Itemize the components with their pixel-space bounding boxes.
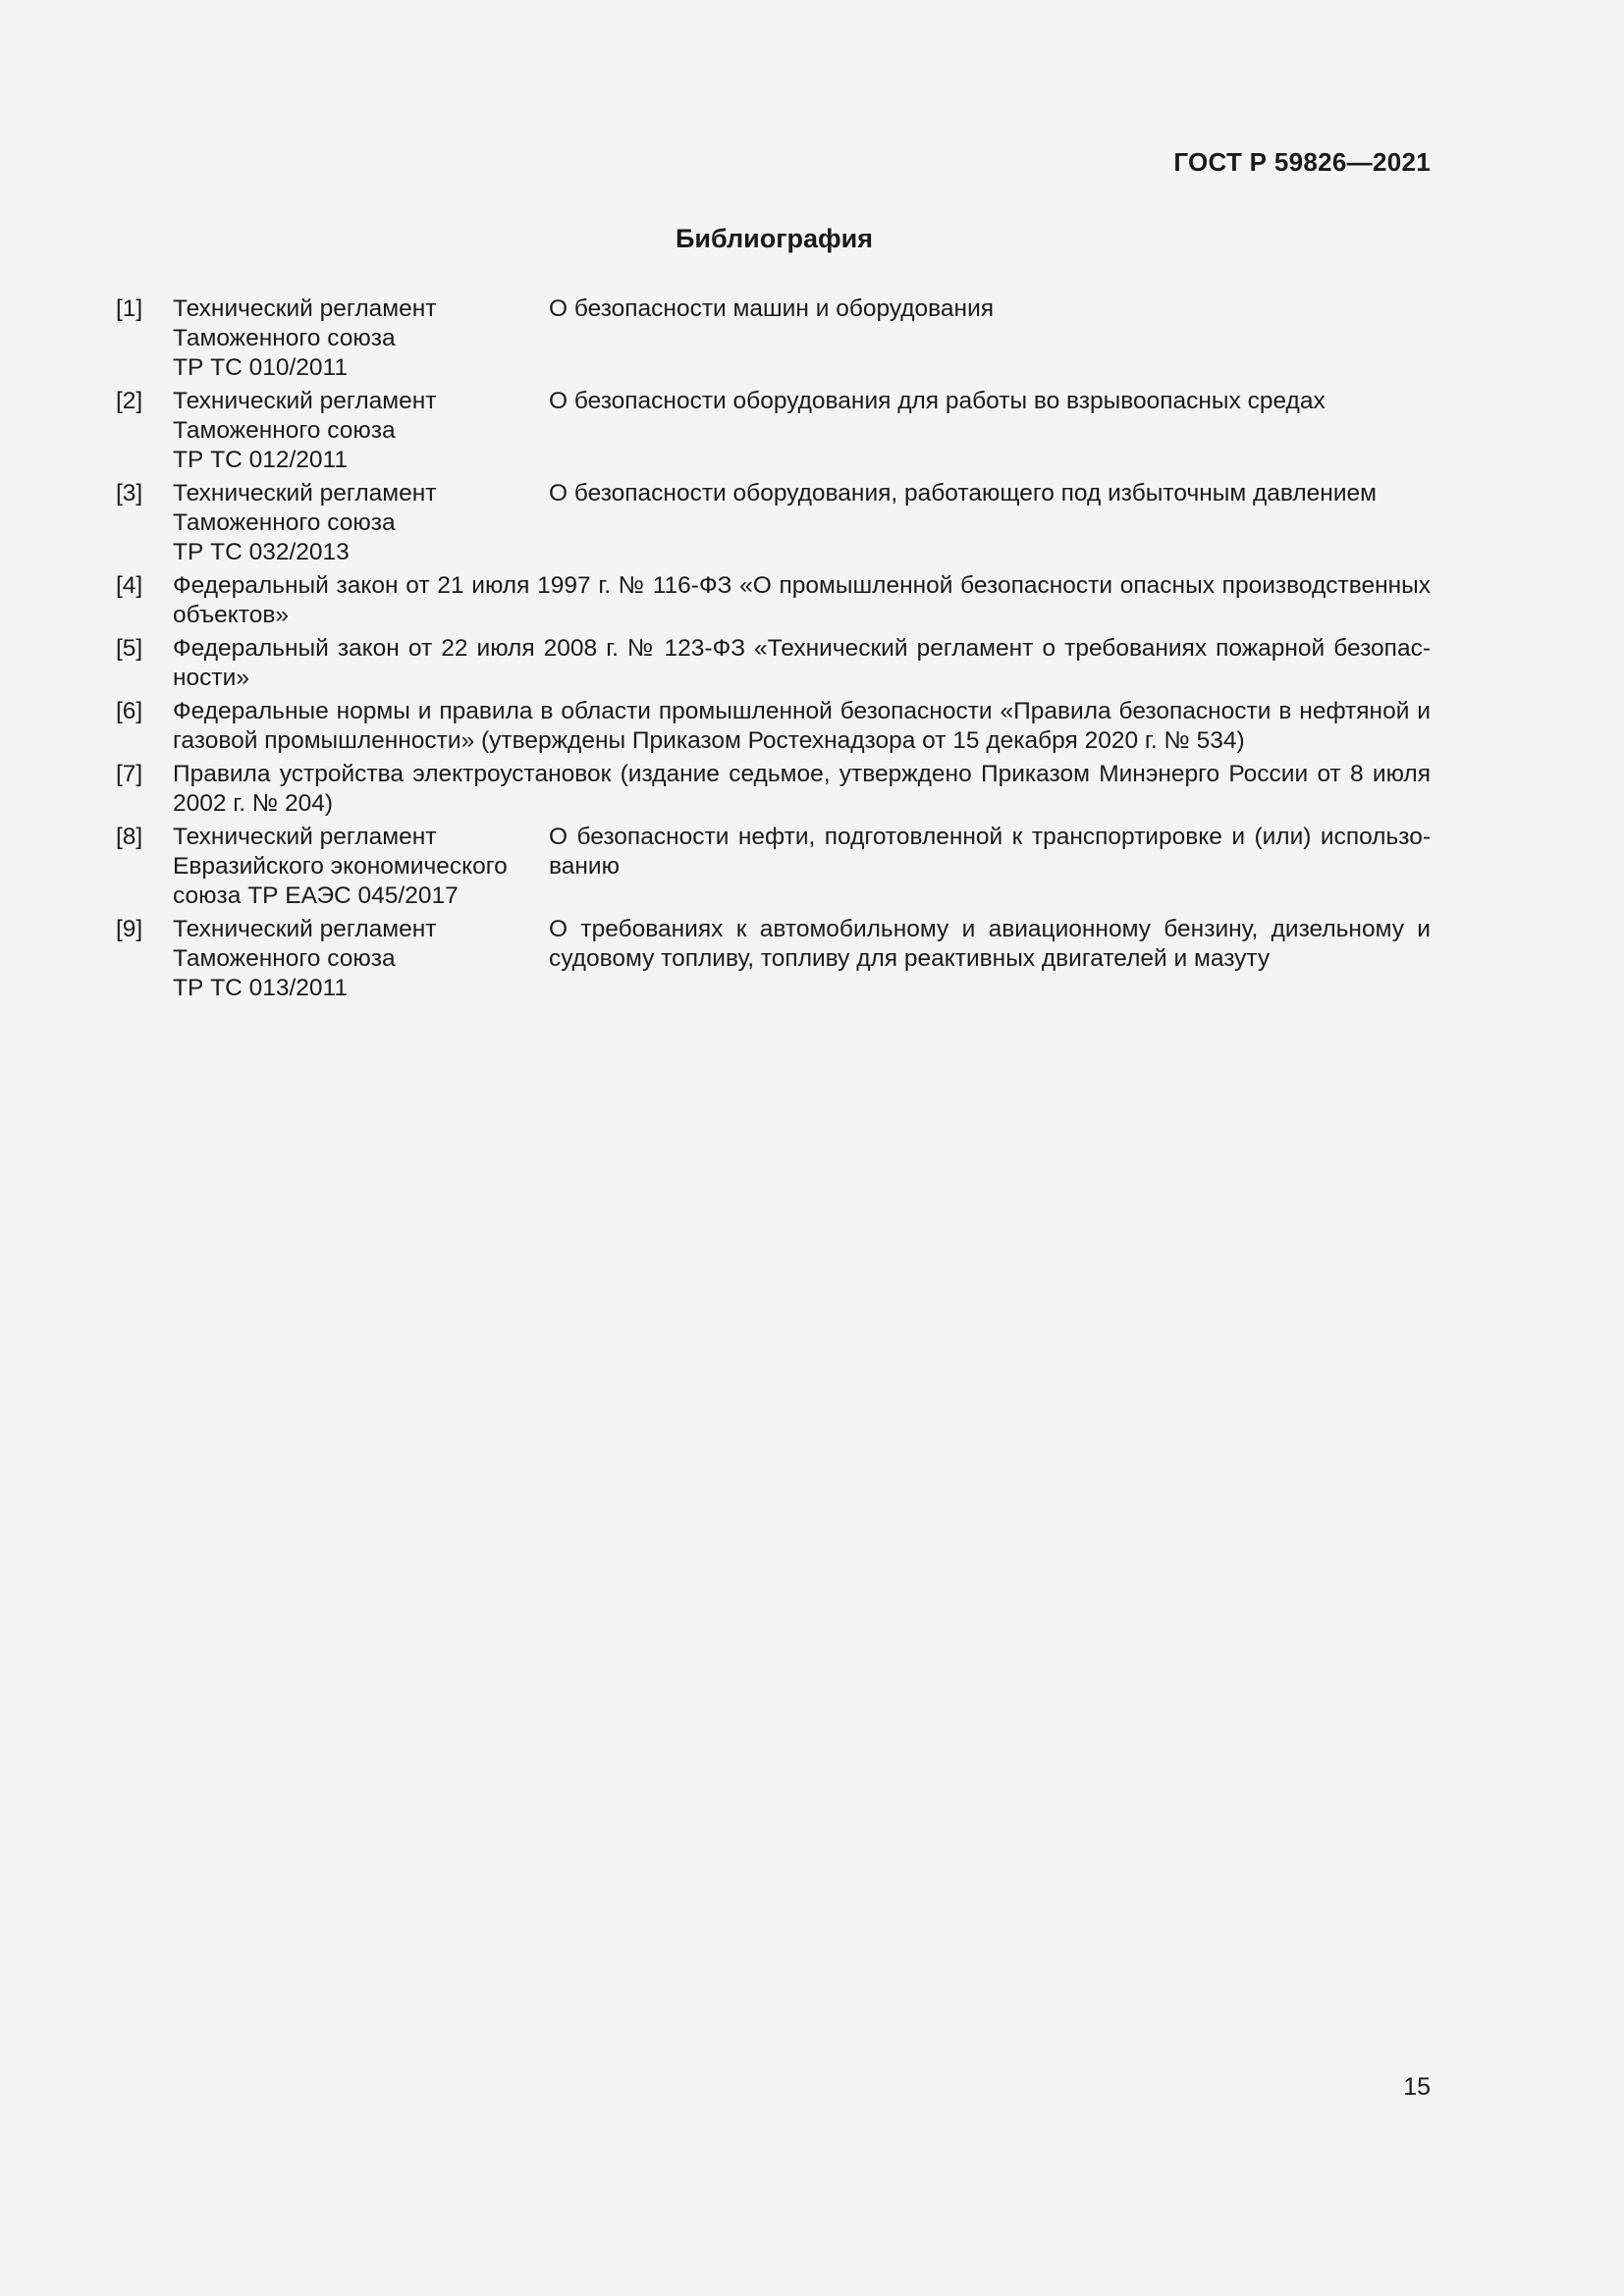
- regulation-subject: О требованиях к автомобильному и авиационному бензину, дизельному и судовому топливу, топливу для реактивных двигателей и мазуту: [549, 916, 1431, 972]
- entry-number: [1]: [116, 295, 143, 322]
- entry-text: Федеральные нормы и правила в области промышленной безопасности «Правила безопасности в нефтяной и газовой промышленности» (утверждены Приказом Ростехнадзора от 15 декабря 2020 г. № 534): [173, 698, 1431, 754]
- document-code: ГОСТ Р 59826—2021: [1173, 147, 1431, 177]
- entry-number: [2]: [116, 388, 143, 414]
- regulation-subject: О безопасности нефти, подготовленной к транспортировке и (или) использованию: [549, 824, 1431, 880]
- regulation-subject: О безопасности оборудования, работающего под избыточным давлением: [549, 480, 1377, 507]
- bibliography-entry: [116, 760, 1431, 819]
- bibliography-entry: [116, 387, 1431, 475]
- regulation-name: Технический регламент Таможенного союза ТР ТС 013/2011: [173, 916, 437, 1001]
- bibliography-entry: [116, 479, 1431, 567]
- bibliography-entry: [116, 634, 1431, 693]
- bibliography-entry: [116, 697, 1431, 756]
- entry-number: [4]: [116, 572, 143, 599]
- bibliography-list: [116, 294, 1431, 1007]
- entry-text: Федеральный закон от 22 июля 2008 г. № 123-ФЗ «Технический регламент о требованиях пожарной безопасности»: [173, 635, 1431, 691]
- regulation-subject: О безопасности машин и оборудования: [549, 295, 995, 322]
- regulation-name: Технический регламент Таможенного союза ТР ТС 010/2011: [173, 295, 437, 381]
- entry-number: [7]: [116, 761, 143, 787]
- bibliography-entry: [116, 823, 1431, 911]
- section-title: Библиография: [676, 224, 873, 253]
- entry-text: Федеральный закон от 21 июля 1997 г. № 116-ФЗ «О промышленной безопасности опасных производственных объектов»: [173, 572, 1431, 628]
- regulation-name: Технический регламент Таможенного союза ТР ТС 032/2013: [173, 480, 437, 565]
- bibliography-entry: [116, 294, 1431, 383]
- entry-number: [5]: [116, 635, 143, 662]
- entry-number: [3]: [116, 480, 143, 507]
- page-number: 15: [1403, 2073, 1431, 2101]
- regulation-name: Технический регламент Таможенного союза ТР ТС 012/2011: [173, 388, 437, 473]
- entry-number: [6]: [116, 698, 143, 724]
- regulation-subject: О безопасности оборудования для работы во взрывоопасных средах: [549, 388, 1326, 414]
- bibliography-entry: [116, 915, 1431, 1003]
- entry-number: [8]: [116, 824, 143, 850]
- entry-number: [9]: [116, 916, 143, 942]
- regulation-name: Технический регламент Евразийского экономического союза ТР ЕАЭС 045/2017: [173, 824, 508, 909]
- bibliography-entry: [116, 571, 1431, 630]
- entry-text: Правила устройства электроустановок (издание седьмое, утверждено Приказом Минэнерго России от 8 июля 2002 г. № 204): [173, 761, 1431, 817]
